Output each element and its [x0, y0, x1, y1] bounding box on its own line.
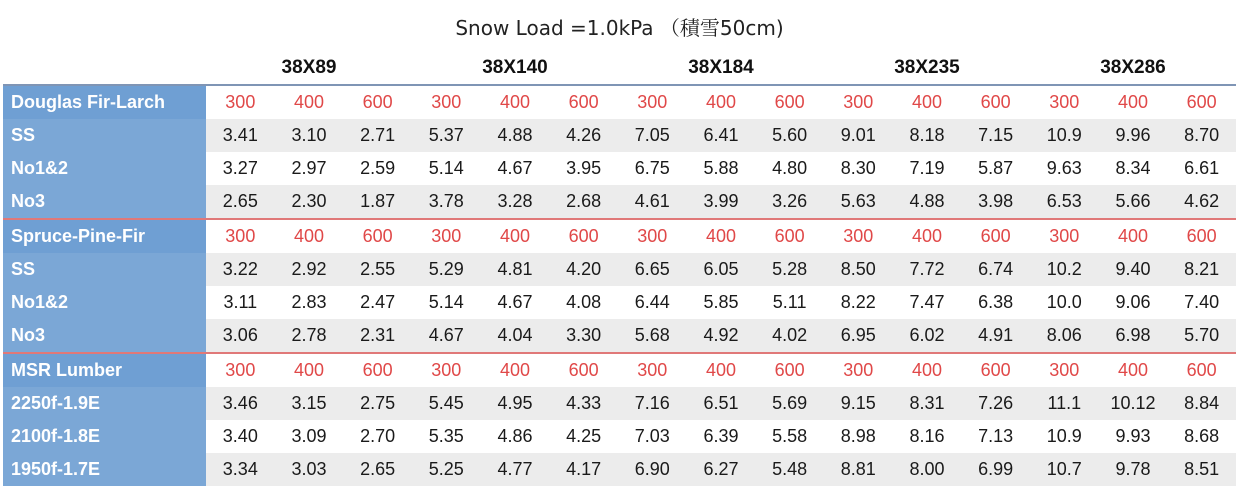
span-value-cell: 7.16: [618, 387, 687, 420]
span-value-cell: 8.06: [1030, 319, 1099, 353]
grade-label: SS: [3, 119, 206, 152]
span-value-cell: 2.68: [549, 185, 618, 219]
span-value-cell: 6.51: [687, 387, 756, 420]
grade-label: No3: [3, 319, 206, 353]
span-value-cell: 4.91: [961, 319, 1030, 353]
span-value-cell: 2.59: [360, 158, 396, 178]
span-value-cell: 3.09: [291, 426, 327, 446]
span-value-cell: 7.40: [1184, 292, 1220, 312]
spacing-cell: 400: [687, 85, 756, 119]
span-value-cell: 6.98: [1099, 319, 1168, 353]
table-row: [3, 119, 1236, 152]
span-value-cell: 2.92: [275, 253, 344, 286]
span-value-cell: 2.31: [343, 319, 412, 353]
spacing-cell: 300: [1030, 353, 1099, 387]
span-value-cell: 4.02: [755, 319, 824, 353]
span-value-cell: 10.2: [1030, 253, 1099, 286]
spacing-cell: 600: [1167, 219, 1236, 253]
span-value-cell: 3.40: [222, 426, 258, 446]
span-value-cell: 6.39: [703, 426, 739, 446]
span-value-cell: 7.13: [978, 426, 1014, 446]
span-value-cell: 4.81: [481, 253, 550, 286]
span-value-cell: 3.78: [412, 185, 481, 219]
span-value-cell: 6.74: [961, 253, 1030, 286]
spacing-cell: 400: [481, 353, 550, 387]
spacing-cell: 400: [893, 353, 962, 387]
table-row: [3, 253, 1236, 286]
corner-cell: [3, 52, 206, 85]
span-value-cell: 5.11: [772, 292, 807, 312]
span-value-cell: 3.41: [206, 119, 275, 152]
span-value-cell: 7.19: [909, 158, 945, 178]
size-header: 38X286: [1030, 52, 1236, 85]
span-value-cell: 2.47: [360, 292, 396, 312]
span-value-cell: 7.03: [634, 426, 670, 446]
spacing-cell: 300: [206, 85, 275, 119]
span-value-cell: 5.68: [618, 319, 687, 353]
span-value-cell: 3.30: [549, 319, 618, 353]
span-value-cell: 2.75: [343, 387, 412, 420]
spacing-cell: 300: [824, 85, 893, 119]
span-value-cell: 3.26: [755, 185, 824, 219]
spacing-cell: 300: [618, 219, 687, 253]
span-value-cell: 5.35: [428, 426, 464, 446]
spacing-cell: 400: [1099, 219, 1168, 253]
span-value-cell: 6.27: [687, 453, 756, 486]
grade-label: 1950f-1.7E: [3, 453, 206, 486]
span-value-cell: 3.10: [275, 119, 344, 152]
span-value-cell: 9.78: [1099, 453, 1168, 486]
span-value-cell: 8.16: [909, 426, 945, 446]
span-value-cell: 6.95: [824, 319, 893, 353]
span-value-cell: 4.67: [497, 158, 533, 178]
spacing-cell: 600: [961, 353, 1030, 387]
spacing-cell: 400: [481, 219, 550, 253]
span-value-cell: 4.33: [549, 387, 618, 420]
span-value-cell: 4.17: [549, 453, 618, 486]
span-value-cell: 6.02: [893, 319, 962, 353]
span-value-cell: 6.41: [687, 119, 756, 152]
species-header-row: [3, 219, 1236, 253]
span-value-cell: 6.05: [687, 253, 756, 286]
species-label: MSR Lumber: [3, 353, 206, 387]
table-body: [3, 85, 1236, 486]
span-value-cell: 4.25: [566, 426, 602, 446]
span-value-cell: 2.65: [343, 453, 412, 486]
spacing-cell: 400: [275, 353, 344, 387]
span-value-cell: 2.65: [206, 185, 275, 219]
span-value-cell: 3.28: [481, 185, 550, 219]
grade-label: SS: [3, 253, 206, 286]
span-value-cell: 10.9: [1046, 426, 1082, 446]
spacing-cell: 300: [824, 219, 893, 253]
spacing-cell: 400: [275, 85, 344, 119]
span-value-cell: 4.77: [481, 453, 550, 486]
spacing-cell: 300: [412, 85, 481, 119]
spacing-cell: 600: [549, 219, 618, 253]
span-value-cell: 3.99: [687, 185, 756, 219]
spacing-cell: 300: [1030, 85, 1099, 119]
span-value-cell: 5.58: [772, 426, 808, 446]
spacing-cell: 300: [206, 353, 275, 387]
page-title: Snow Load =1.0kPa （積雪50cm): [455, 16, 784, 40]
span-value-cell: 6.44: [634, 292, 670, 312]
spacing-cell: 600: [549, 85, 618, 119]
spacing-cell: 600: [961, 85, 1030, 119]
span-value-cell: 10.9: [1030, 119, 1099, 152]
span-value-cell: 8.22: [840, 292, 876, 312]
spacing-cell: 600: [961, 219, 1030, 253]
span-value-cell: 3.95: [566, 158, 602, 178]
span-value-cell: 5.88: [703, 158, 739, 178]
spacing-cell: 300: [618, 85, 687, 119]
size-header: 38X184: [618, 52, 824, 85]
span-value-cell: 8.34: [1115, 158, 1151, 178]
span-value-cell: 4.20: [549, 253, 618, 286]
span-value-cell: 9.06: [1115, 292, 1151, 312]
span-value-cell: 5.45: [412, 387, 481, 420]
span-value-cell: 3.46: [206, 387, 275, 420]
spacing-cell: 400: [893, 219, 962, 253]
grade-label: 2250f-1.9E: [3, 387, 206, 420]
span-value-cell: 4.08: [566, 292, 602, 312]
spacing-cell: 400: [275, 219, 344, 253]
spacing-cell: 300: [412, 219, 481, 253]
spacing-cell: 300: [412, 353, 481, 387]
span-value-cell: 5.14: [428, 292, 464, 312]
span-value-cell: 5.60: [755, 119, 824, 152]
span-value-cell: 8.81: [824, 453, 893, 486]
span-value-cell: 6.61: [1184, 158, 1220, 178]
species-header-row: [3, 353, 1236, 387]
span-value-cell: 5.48: [755, 453, 824, 486]
spacing-cell: 600: [755, 219, 824, 253]
size-header: 38X235: [824, 52, 1030, 85]
span-value-cell: 5.37: [412, 119, 481, 152]
span-value-cell: 5.70: [1167, 319, 1236, 353]
species-label: Douglas Fir-Larch: [3, 85, 206, 119]
spacing-cell: 400: [1099, 85, 1168, 119]
grade-label: No1&2: [3, 286, 206, 319]
spacing-cell: 400: [1099, 353, 1168, 387]
table-row: [3, 453, 1236, 486]
span-value-cell: 3.22: [206, 253, 275, 286]
spacing-cell: 600: [549, 353, 618, 387]
grade-label: No1&2: [3, 152, 206, 185]
table-row: [3, 286, 1236, 319]
size-header: 38X140: [412, 52, 618, 85]
table-row: [3, 387, 1236, 420]
span-value-cell: 10.12: [1099, 387, 1168, 420]
span-value-cell: 7.47: [909, 292, 945, 312]
span-value-cell: 2.83: [291, 292, 327, 312]
span-value-cell: 9.93: [1115, 426, 1151, 446]
spacing-cell: 300: [824, 353, 893, 387]
span-value-cell: 8.98: [840, 426, 876, 446]
span-value-cell: 10.0: [1046, 292, 1082, 312]
span-value-cell: 5.14: [428, 158, 464, 178]
spacing-cell: 400: [893, 85, 962, 119]
table-row: [3, 319, 1236, 353]
span-value-cell: 2.97: [291, 158, 327, 178]
span-value-cell: 7.15: [961, 119, 1030, 152]
span-value-cell: 8.21: [1167, 253, 1236, 286]
span-value-cell: 3.03: [275, 453, 344, 486]
table-row: [3, 152, 1236, 185]
spacing-cell: 600: [343, 85, 412, 119]
span-value-cell: 4.88: [481, 119, 550, 152]
span-value-cell: 9.01: [824, 119, 893, 152]
span-value-cell: 5.29: [412, 253, 481, 286]
span-value-cell: 8.84: [1167, 387, 1236, 420]
span-value-cell: 4.88: [893, 185, 962, 219]
spacing-cell: 600: [1167, 353, 1236, 387]
span-value-cell: 5.87: [978, 158, 1014, 178]
span-value-cell: 9.96: [1099, 119, 1168, 152]
span-value-cell: 8.50: [824, 253, 893, 286]
span-value-cell: 6.75: [634, 158, 670, 178]
span-value-cell: 5.25: [412, 453, 481, 486]
span-value-cell: 4.04: [481, 319, 550, 353]
span-value-cell: 5.69: [755, 387, 824, 420]
span-value-cell: 5.85: [703, 292, 739, 312]
span-value-cell: 2.78: [275, 319, 344, 353]
spacing-cell: 400: [687, 353, 756, 387]
span-value-cell: 3.98: [961, 185, 1030, 219]
span-value-cell: 4.80: [772, 158, 808, 178]
span-value-cell: 3.15: [275, 387, 344, 420]
spacing-cell: 600: [1167, 85, 1236, 119]
span-value-cell: 6.38: [978, 292, 1014, 312]
spacing-cell: 400: [687, 219, 756, 253]
span-value-cell: 1.87: [343, 185, 412, 219]
span-value-cell: 4.62: [1167, 185, 1236, 219]
species-header-row: [3, 85, 1236, 119]
span-value-cell: 10.7: [1030, 453, 1099, 486]
grade-label: 2100f-1.8E: [3, 420, 206, 453]
span-value-cell: 9.63: [1046, 158, 1082, 178]
spacing-cell: 600: [755, 85, 824, 119]
species-label: Spruce-Pine-Fir: [3, 219, 206, 253]
spacing-cell: 600: [755, 353, 824, 387]
span-value-cell: 2.71: [343, 119, 412, 152]
spacing-cell: 300: [618, 353, 687, 387]
span-value-cell: 3.06: [206, 319, 275, 353]
span-value-cell: 8.00: [893, 453, 962, 486]
span-value-cell: 8.31: [893, 387, 962, 420]
span-value-cell: 3.11: [223, 292, 258, 312]
span-value-cell: 2.70: [360, 426, 396, 446]
table-row: [3, 420, 1236, 453]
span-value-cell: 8.68: [1184, 426, 1220, 446]
span-value-cell: 5.63: [824, 185, 893, 219]
span-value-cell: 9.40: [1099, 253, 1168, 286]
span-value-cell: 4.86: [497, 426, 533, 446]
span-value-cell: 2.30: [275, 185, 344, 219]
span-value-cell: 6.90: [618, 453, 687, 486]
spacing-cell: 400: [481, 85, 550, 119]
spacing-cell: 300: [1030, 219, 1099, 253]
span-value-cell: 11.1: [1030, 387, 1099, 420]
span-value-cell: 4.67: [497, 292, 533, 312]
span-value-cell: 7.72: [893, 253, 962, 286]
span-value-cell: 2.55: [343, 253, 412, 286]
span-value-cell: 3.34: [206, 453, 275, 486]
span-value-cell: 4.26: [549, 119, 618, 152]
span-value-cell: 4.95: [481, 387, 550, 420]
table-row: [3, 185, 1236, 219]
span-value-cell: 5.66: [1099, 185, 1168, 219]
span-value-cell: 6.65: [618, 253, 687, 286]
span-value-cell: 8.18: [893, 119, 962, 152]
span-value-cell: 8.70: [1167, 119, 1236, 152]
size-header-row: [3, 52, 1236, 85]
span-value-cell: 4.61: [618, 185, 687, 219]
span-value-cell: 8.51: [1167, 453, 1236, 486]
grade-label: No3: [3, 185, 206, 219]
span-value-cell: 9.15: [824, 387, 893, 420]
span-value-cell: 6.99: [961, 453, 1030, 486]
span-value-cell: 7.05: [618, 119, 687, 152]
span-value-cell: 5.28: [755, 253, 824, 286]
span-value-cell: 6.53: [1030, 185, 1099, 219]
span-value-cell: 4.67: [412, 319, 481, 353]
span-value-cell: 7.26: [961, 387, 1030, 420]
span-value-cell: 4.92: [687, 319, 756, 353]
spacing-cell: 300: [206, 219, 275, 253]
span-table: [3, 52, 1236, 486]
spacing-cell: 600: [343, 219, 412, 253]
spacing-cell: 600: [343, 353, 412, 387]
span-value-cell: 8.30: [840, 158, 876, 178]
span-value-cell: 3.27: [222, 158, 258, 178]
size-header: 38X89: [206, 52, 412, 85]
